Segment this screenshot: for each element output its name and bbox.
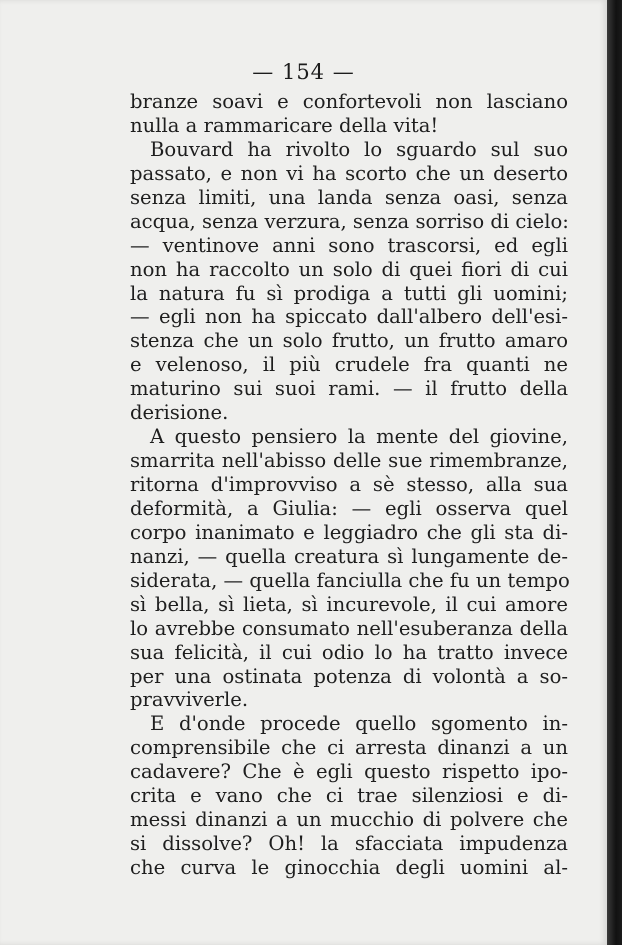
text-line: comprensibile che ci arresta dinanzi a un: [130, 736, 568, 760]
text-line: la natura fu sì prodiga a tutti gli uomini;: [130, 281, 568, 305]
page-edge-shadow: [607, 0, 622, 945]
text-line: acqua, senza verzura, senza sorriso di cielo:: [130, 209, 569, 233]
text-line: smarrita nell'abisso delle sue rimembranze,: [130, 449, 568, 473]
text-line: nulla a rammaricare della vita!: [130, 113, 439, 137]
text-line: nanzi, — quella creatura sì lungamente de-: [130, 544, 568, 568]
text-line: passato, e non vi ha scorto che un deserto: [130, 161, 568, 185]
text-line: cadavere? Che è egli questo rispetto ipo-: [130, 760, 568, 784]
text-line: A questo pensiero la mente del giovine,: [150, 425, 568, 449]
text-line: E d'onde procede quello sgomento in-: [150, 712, 568, 736]
text-line: siderata, — quella fanciulla che fu un tempo: [130, 568, 570, 592]
page-number: — 154 —: [252, 60, 355, 84]
text-line: crita e vano che ci trae silenziosi e di-: [130, 784, 568, 808]
text-line: corpo inanimato e leggiadro che gli sta di-: [130, 520, 568, 544]
text-line: maturino sui suoi rami. — il frutto della: [130, 377, 568, 401]
text-line: lo avrebbe consumato nell'esuberanza della: [130, 616, 568, 640]
text-line: stenza che un solo frutto, un frutto amaro: [130, 329, 568, 353]
text-line: senza limiti, una landa senza oasi, senza: [130, 185, 568, 209]
text-line: pravviverle.: [130, 688, 249, 712]
text-line: derisione.: [130, 401, 229, 425]
text-line: per una ostinata potenza di volontà a so-: [130, 664, 568, 688]
text-line: messi dinanzi a un mucchio di polvere che: [130, 808, 568, 832]
text-line: — egli non ha spiccato dall'albero dell'esi-: [130, 305, 568, 329]
text-line: deformità, a Giulia: — egli osserva quel: [130, 496, 568, 520]
text-line: sì bella, sì lieta, sì incurevole, il cui amore: [130, 592, 568, 616]
text-line: e velenoso, il più crudele fra quanti ne: [130, 353, 568, 377]
text-line: sua felicità, il cui odio lo ha tratto invece: [130, 640, 568, 664]
text-line: che curva le ginocchia degli uomini al-: [130, 856, 568, 879]
body-text: [130, 90, 568, 880]
text-line: branze soavi e confortevoli non lasciano: [130, 90, 568, 113]
text-line: ritorna d'improvviso a sè stesso, alla sua: [130, 473, 568, 496]
text-line: Bouvard ha rivolto lo sguardo sul suo: [150, 137, 568, 161]
text-line: non ha raccolto un solo di quei fiori di cui: [130, 257, 568, 281]
text-line: si dissolve? Oh! la sfacciata impudenza: [130, 832, 568, 856]
text-line: — ventinove anni sono trascorsi, ed egli: [130, 233, 568, 257]
